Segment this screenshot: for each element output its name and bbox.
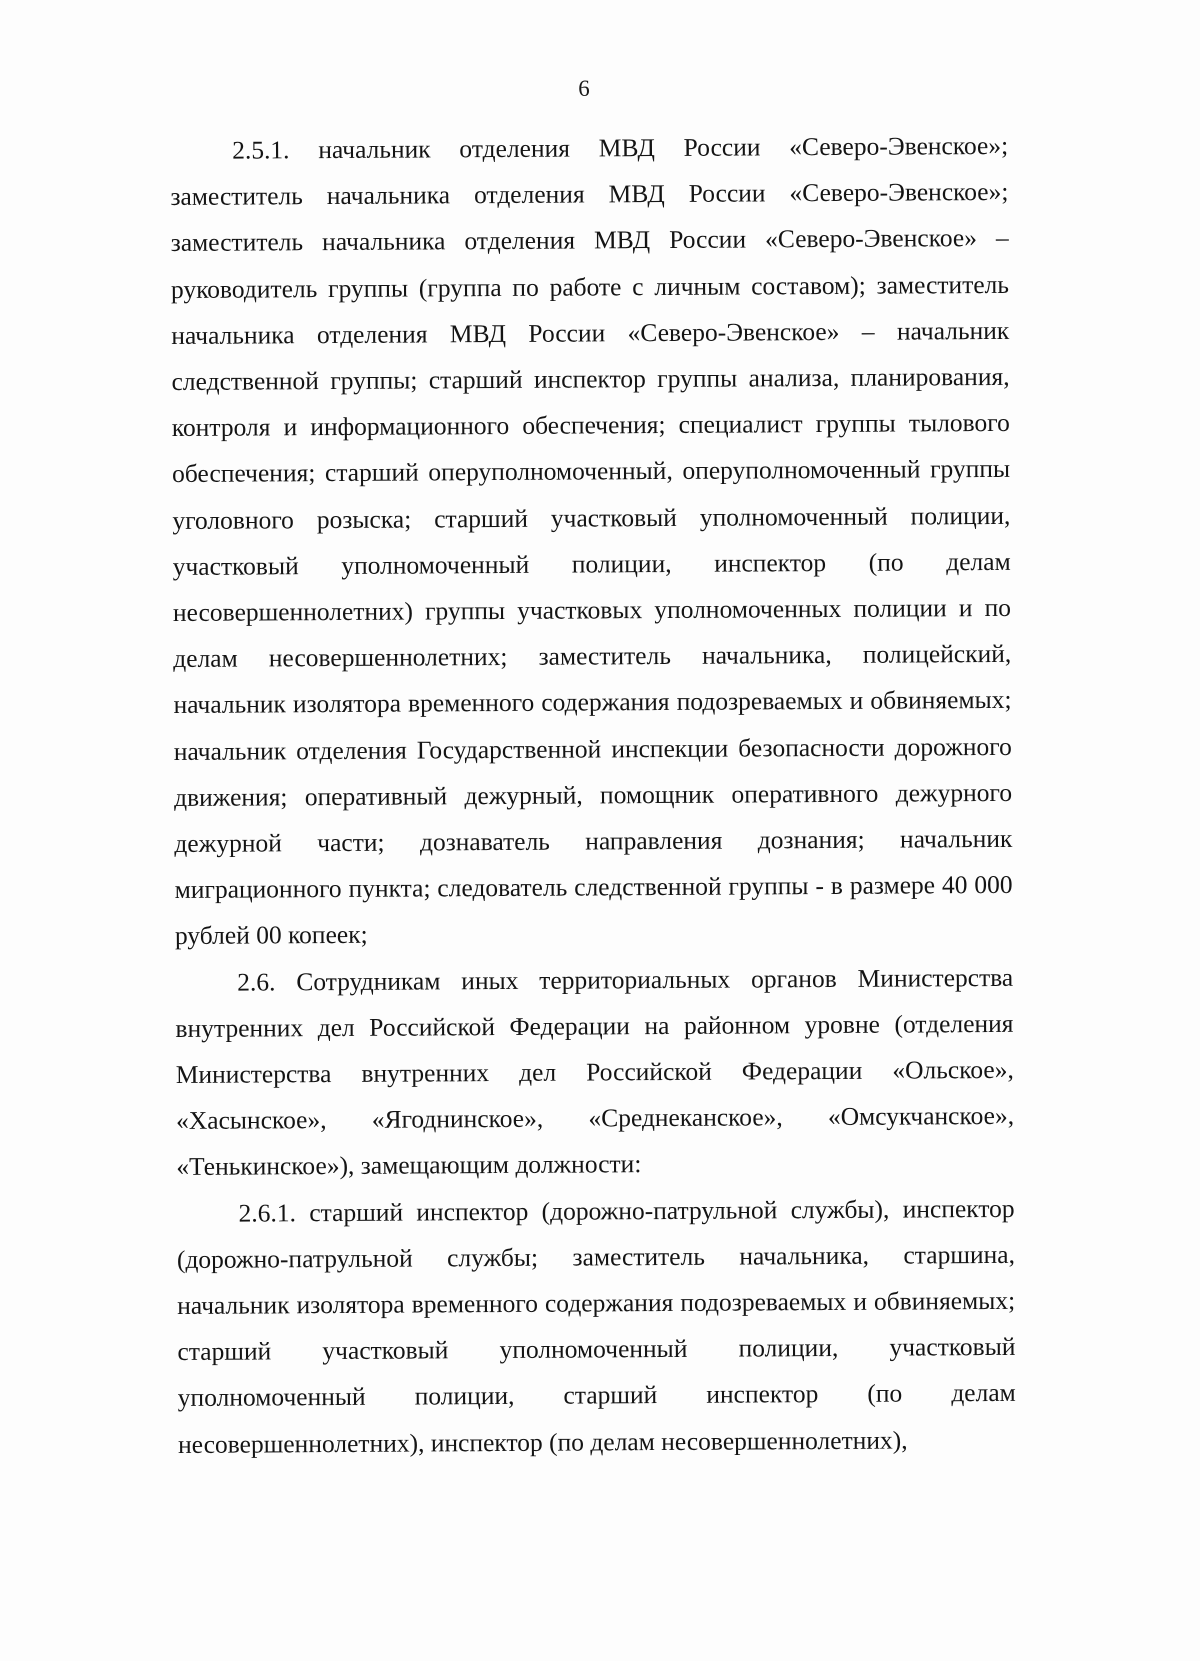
page-number: 6 [578,76,590,101]
paragraph-2-6: 2.6. Сотрудникам иных территориальных органов Министерства внутренних дел Российской Федерации на районном уровне (отделения Министерства внутренних дел Российской Федерации «Ольское», «Хасынское», «Ягоднинское», «Среднеканское», «Омсукчанское», «Тенькинское»), замещающим должности: [175,962,1015,1182]
paragraph-2-6-1: 2.6.1. старший инспектор (дорожно-патрульной службы), инспектор (дорожно-патрульной службы; заместитель начальника, старшина, начальник изолятора временного содержания подозреваемых и обвиняемых; старший участковый уполномоченный полиции, участковый уполномоченный полиции, старший инспектор (по делам несовершеннолетних), инспектор (по делам несовершеннолетних), [176,1193,1016,1459]
document-body [170,123,1016,1468]
paragraph-2-5-1: 2.5.1. начальник отделения МВД России «Северо-Эвенское»; заместитель начальника отделения МВД России «Северо-Эвенское»; заместитель начальника отделения МВД России «Северо-Эвенское» – руководитель группы (группа по работе с личным составом); заместитель начальника отделения МВД России «Северо-Эвенское» – начальник следственной группы; старший инспектор группы анализа, планирования, контроля и информационного обеспечения; специалист группы тылового обеспечения; старший оперуполномоченный, оперуполномоченный группы уголовного розыска; старший участковый уполномоченный полиции, участковый уполномоченный полиции, инспектор (по делам несовершеннолетних) группы участковых уполномоченных полиции и по делам несовершеннолетних; заместитель начальника, полицейский, начальник изолятора временного содержания подозреваемых и обвиняемых; начальник отделения Государственной инспекции безопасности дорожного движения; оперативный дежурный, помощник оперативного дежурного дежурной части; дознаватель направления дознания; начальник миграционного пункта; следователь следственной группы - в размере 40 000 рублей 00 копеек; [170,130,1013,951]
